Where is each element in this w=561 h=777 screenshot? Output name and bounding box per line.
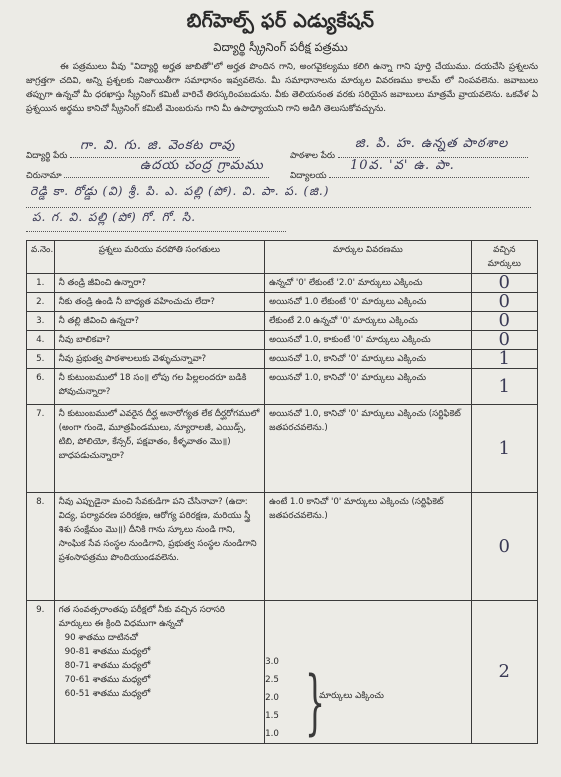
row-score[interactable]: 1 [471,369,537,405]
table-row [27,293,538,312]
handwritten-line-1: రెడ్డి కా. రోడ్డు (వి) శ్రీ. పి. ఎ. పల్లి (పో). వి. పా. ప. (జి.) [30,184,330,198]
table-row [27,274,538,293]
row-marking: అయినచో 1.0, కాకుంటే '0' మార్కులు ఎక్కించు [265,331,471,350]
row-question: నీవు బాలికవా? [54,331,265,350]
row-question: నీ కుటుంబములో 18 సం॥ లోపు గల పిల్లలందరూ బడికి పోవుచున్నారా? [54,369,265,405]
row-score[interactable]: 0 [471,331,537,350]
row-marking: అయినచో 1.0, కానిచో '0' మార్కులు ఎక్కించు [265,350,471,369]
row-score[interactable]: 1 [471,405,537,493]
grade-band-points: 1.5 [265,711,279,721]
row-number: 5. [27,350,55,369]
grade-band-label: 60-51 శాతము మధ్యలో [64,689,151,699]
grade-band-label: 90-81 శాతము మధ్యలో [64,647,151,657]
table-row [27,405,538,493]
grade-band-points: 1.0 [265,729,279,739]
page-title: బిగ్‌హెల్ప్ ఫర్ ఎడ్యుకేషన్ [186,10,375,32]
header-serial: వ.నెం. [27,241,55,274]
brace-symbol: } [305,661,326,743]
row-marking: అయినచో 1.0, కానిచో '0' మార్కులు ఎక్కించు (సర్టిఫికెట్ జతపరచవలెను.) [265,405,471,493]
row-marking [265,601,471,744]
row-number: 1. [27,274,55,293]
table-row [27,312,538,331]
header-score: వచ్చిన మార్కులు [471,241,537,274]
row-marking: ఉన్నచో '0' లేకుంటే '2.0' మార్కులు ఎక్కించు [265,274,471,293]
row-question: నీ తండ్రి జీవించి ఉన్నారా? [54,274,265,293]
page-subtitle: విద్యార్థి స్క్రీనింగ్ పరీక్ష పత్రము [213,40,348,54]
row-question: నీవు ఎప్పుడైనా మంచి సేవకుడిగా పని చేసినావా? (ఉదా: విద్య, పర్యావరణ పరిరక్షణ, ఆరోగ్య పరిరక్షణ, మరియు స్త్రీ శిశు సంక్షేమం మొ॥) దీనికి గాను స్కూలు నుండి గాని, సాంఘిక సేవ సంస్థల నుండిగాని, ప్రభుత్వ సంస్థల నుండిగాని ప్రశంసాపత్రము పొందియుండవలెను. [54,493,265,601]
address-handwriting: ఉదయ చంద్ర గ్రామము [140,158,264,173]
row-score[interactable]: 1 [471,350,537,369]
header-marking: మార్కుల వివరణము [265,241,471,274]
grade-band-points: 2.0 [265,693,279,703]
grade-band-label: 70-61 శాతము మధ్యలో [64,675,151,685]
row-number: 4. [27,331,55,350]
row-marking: అయినచో 1.0 లేకుంటే '0' మార్కులు ఎక్కించు [265,293,471,312]
row-question: నీ కుటుంబములో ఎవరైన దీర్ఘ అనారోగ్యత లేక దీర్ఘరోగములో (అంగా గుండె, మూత్రపిండములు, న్యూరాలజీ, ఎయిడ్స్, టిబి, పోలియో, కేన్సర్, పక్షవాతం, కీళ్ళవాతం మొ॥) బాధపడుచున్నారా? [54,405,265,493]
row-number: 6. [27,369,55,405]
grade-band-label: 80-71 శాతము మధ్యలో [64,661,151,671]
row-number: 2. [27,293,55,312]
row-marking: లేకుంటే 2.0 ఉన్నచో '0' మార్కులు ఎక్కించు [265,312,471,331]
student-name-handwriting: గా. వి. గు. జి. వెంకట రావు [80,138,236,153]
row-number: 3. [27,312,55,331]
grade-intro: గత సంవత్సరాంతపు పరీక్షలో నీకు వచ్చిన సరాసరి మార్కులు ఈ క్రింది విధముగా ఉన్నచో [58,605,225,629]
screening-table [26,240,538,744]
student-name-label: విద్యార్థి పేరు [26,151,68,161]
school-name-handwriting: జి. పి. హ. ఉన్నత పాఠశాల [355,136,509,151]
table-row [27,369,538,405]
grade-band-points: 2.5 [265,675,279,685]
table-header-row [27,241,538,274]
grade-band-label: 90 శాతము దాటినచో [64,633,138,643]
row-number: 8. [27,493,55,601]
row-marking: ఉంటే 1.0 కానిచో '0' మార్కులు ఎక్కించు (సర్టిఫికెట్ జతపరచవలెను.) [265,493,471,601]
grade-note: మార్కులు ఎక్కించు [319,691,384,701]
row-score[interactable]: 2 [471,601,537,744]
instructions-text: ఈ పత్రములు వీవు "విద్యార్థి అర్హత జాబితో"లో అర్హత పొందిన గాని, అంగవైకల్యము కలిగి ఉన్నా గాని పూర్తి చేయుము. దయచేసి ప్రశ్నలను జాగ్రత్తగా చదివి, అన్ని ప్రశ్నలకు నిజాయితీగా సమాధానం ఇవ్వవలెను. మీ సమాధానాలను మార్కుల వివరణము కాలమ్ లో నింపవలెను. జవాబులు తప్పుగా ఉన్నచో మీ ధరఖాస్తు స్క్రీనింగ్ కమిటీ వారిచే తిరస్కరింపబడును. వీకు తెలియనంత వరకు సరియైన జవాబులు మాత్రమే వ్రాయవలెను. ఒకవేళ ఏ ప్రశ్నయిన అర్థము కానిచో స్క్రీనింగ్ కమిటీ మెంబరును గాని మీ ఉపాధ్యాయుని గాని అడిగి తెలుసుకోవచ్చును. [26,62,538,114]
instructions-paragraph [26,60,538,116]
table-row [27,493,538,601]
row-score[interactable]: 0 [471,293,537,312]
class-label: విద్యాలయ [290,171,327,181]
row-question: నీకు తండ్రి ఉండి నీ బాధ్యత వహించుచు లేదా? [54,293,265,312]
row-score[interactable]: 0 [471,274,537,293]
row-score[interactable]: 0 [471,493,537,601]
table-row [27,350,538,369]
row-number: 7. [27,405,55,493]
grade-points-scale [265,603,466,743]
school-name-label: పాఠశాల పేరు [290,151,336,161]
table-row [27,331,538,350]
row-question: నీవు ప్రభుత్వ పాఠశాలలుకు వెళ్ళుచున్నావా? [54,350,265,369]
row-question: నీ తల్లి జీవించి ఉన్నదా? [54,312,265,331]
table-row [27,601,538,744]
grade-band-points: 3.0 [265,657,279,667]
handwritten-line-2: ప. గ. వి. పల్లి (పో) గో. గో. సి. [32,210,197,224]
row-marking: అయినచో 1.0, కానిచో '0' మార్కులు ఎక్కించు [265,369,471,405]
row-score[interactable]: 0 [471,312,537,331]
row-question [54,601,265,744]
row-number: 9. [27,601,55,744]
class-handwriting: 10వ. 'వ' ఉ. పా. [350,158,455,173]
address-label: చిరునామా [26,171,62,181]
header-question: ప్రశ్నలు మరియు వరపోతి సంగతులు [54,241,265,274]
